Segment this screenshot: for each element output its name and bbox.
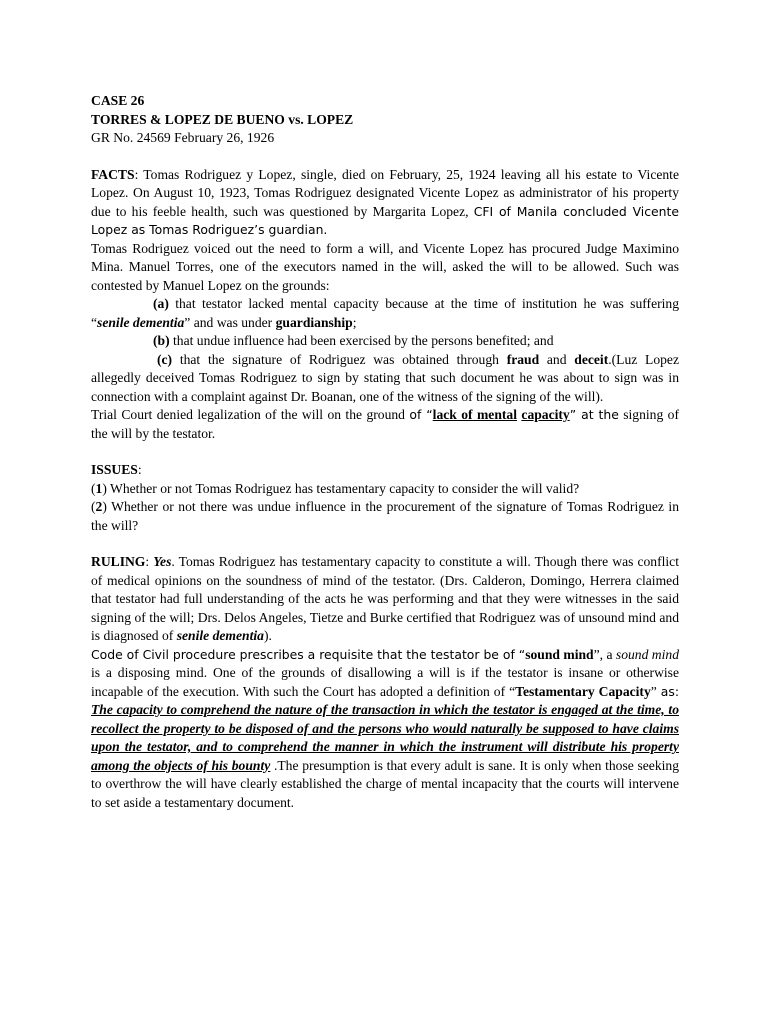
facts-label: FACTS [91,166,135,182]
facts-text: : Tomas Rodriguez y Lopez, single, died on February, 25, 1924 leaving all his estate to Vicente Lopez. On August 10, 1923, Tomas Rodriguez designated Vicente Lopez as administrator of his property due to his feeble health, such was questioned by Margarita Lopez, [91,166,679,219]
ground-c-and: and [539,351,575,367]
document-page [91,92,679,812]
ruling-paragraph [91,553,679,646]
ground-a-bold: guardianship [275,314,353,330]
ground-a [91,295,679,332]
ruling-definition: The capacity to comprehend the nature of the transaction in which the testator is engaged at the time, to recollect the property to be disposed of and the persons who would naturally be supposed to have claims upon the testator, and to comprehend the manner in which the instrument will distribute his property among the objects of his bounty [91,702,679,773]
trial-at-the: ” at the [569,407,619,422]
ground-c-rest: .(Luz Lopez allegedly deceived Tomas Rodriguez to sign by stating that such document he was about to sign was in connection with a complaint against Dr. Boanan, one of the witness of the signing of the will). [91,351,679,404]
ground-c [91,351,679,407]
case-title: TORRES & LOPEZ DE BUENO vs. LOPEZ [91,111,354,127]
ground-a-italic: senile dementia [97,314,185,330]
ruling-code-text: Code of Civil procedure prescribes a requisite that the testator be of “ [91,646,526,662]
issue-2-open: ( [91,499,96,514]
trial-end: signing of the will by the testator. [91,407,679,441]
trial-lack-mental: lack of mental [432,407,517,422]
trial-of: of “ [409,407,433,422]
issue-2 [91,498,679,535]
trial-capacity: capacity [521,407,570,422]
ground-c-deceit: deceit [574,351,609,367]
issues-heading [91,461,679,480]
ruling-senile-dementia: senile dementia [176,628,264,643]
ground-b-text: that undue influence had been exercised by the persons benefited; and [169,333,554,348]
ground-c-label: (c) [157,351,173,367]
case-number: CASE 26 [91,93,145,108]
issue-1-text: ) Whether or not Tomas Rodriguez has testamentary capacity to consider the will valid? [102,480,580,496]
issues-label: ISSUES [91,462,138,477]
ruling-colon: : [145,554,154,569]
issue-1 [91,480,679,499]
ruling-text: . Tomas Rodriguez has testamentary capacity to constitute a will. Though there was conflict of medical opinions on the soundness of mind of the testator. (Drs. Calderon, Domingo, Herrera claimed that testator had full understanding of the acts he was performing and that they were witnesses in the said signing of the will; Drs. Delos Angeles, Tietze and Burke certified that Rodriguez was of unsound mind and is diagnosed of [91,554,679,643]
issue-2-text: ) Whether or not there was undue influence in the procurement of the signature of Tomas Rodriguez in the will? [91,499,679,533]
ground-c-fraud: fraud [506,351,540,367]
ruling-text-end-2: .The presumption is that every adult is sane. It is only when those seeking to overthrow the will have clearly established the charge of mental incapacity that the courts will intervene to set aside a testamentary document. [91,757,679,810]
facts-paragraph-2: Tomas Rodriguez voiced out the need to form a will, and Vicente Lopez has procured Judge Maximino Mina. Manuel Torres, one of the executors named in the will, asked the will to be allowed. Such was contested by Manuel Lopez on the grounds: [91,240,679,293]
ruling-yes: Yes [153,554,172,569]
ruling-sound-mind: sound mind [525,646,594,662]
ground-c-text: that the signature of Rodriguez was obtained through [172,351,507,367]
trial-text: Trial Court denied legalization of the will on the ground [91,407,410,422]
ruling-text-2: is a disposing mind. One of the grounds of disallowing a will is if the testator is insane or otherwise incapable of the execution. With such the Court has adopted a definition of “ [91,665,679,699]
ground-b-label: (b) [153,333,170,348]
issue-1-num: 1 [95,480,103,496]
ground-b [91,332,679,351]
ruling-testamentary-capacity: Testamentary Capacity [515,683,651,699]
ruling-quote: ”, a [593,646,616,662]
ruling-as: as: [660,683,680,699]
ground-a-text: that testator lacked mental capacity because at the time of institution he was suffering “ [91,296,679,330]
issue-2-num: 2 [95,499,103,514]
ruling-paragraph-2 [91,646,679,813]
ground-a-mid: ” and was under [184,314,276,330]
facts-paragraph [91,166,679,240]
ruling-sound-mind-italic: sound mind [615,646,679,662]
ground-a-end: ; [352,314,357,330]
ruling-text-end: ). [263,628,272,643]
case-gr-number: GR No. 24569 February 26, 1926 [91,130,275,145]
issue-1-open: ( [91,480,96,496]
issues-colon: : [137,462,142,477]
ruling-label: RULING [91,554,146,569]
facts-cfi-text: CFI of Manila concluded Vicente Lopez as Tomas Rodriguez’s guardian. [91,203,679,237]
ground-a-label: (a) [153,296,169,311]
ruling-quote-2: ” [650,683,661,699]
trial-court-paragraph [91,406,679,443]
